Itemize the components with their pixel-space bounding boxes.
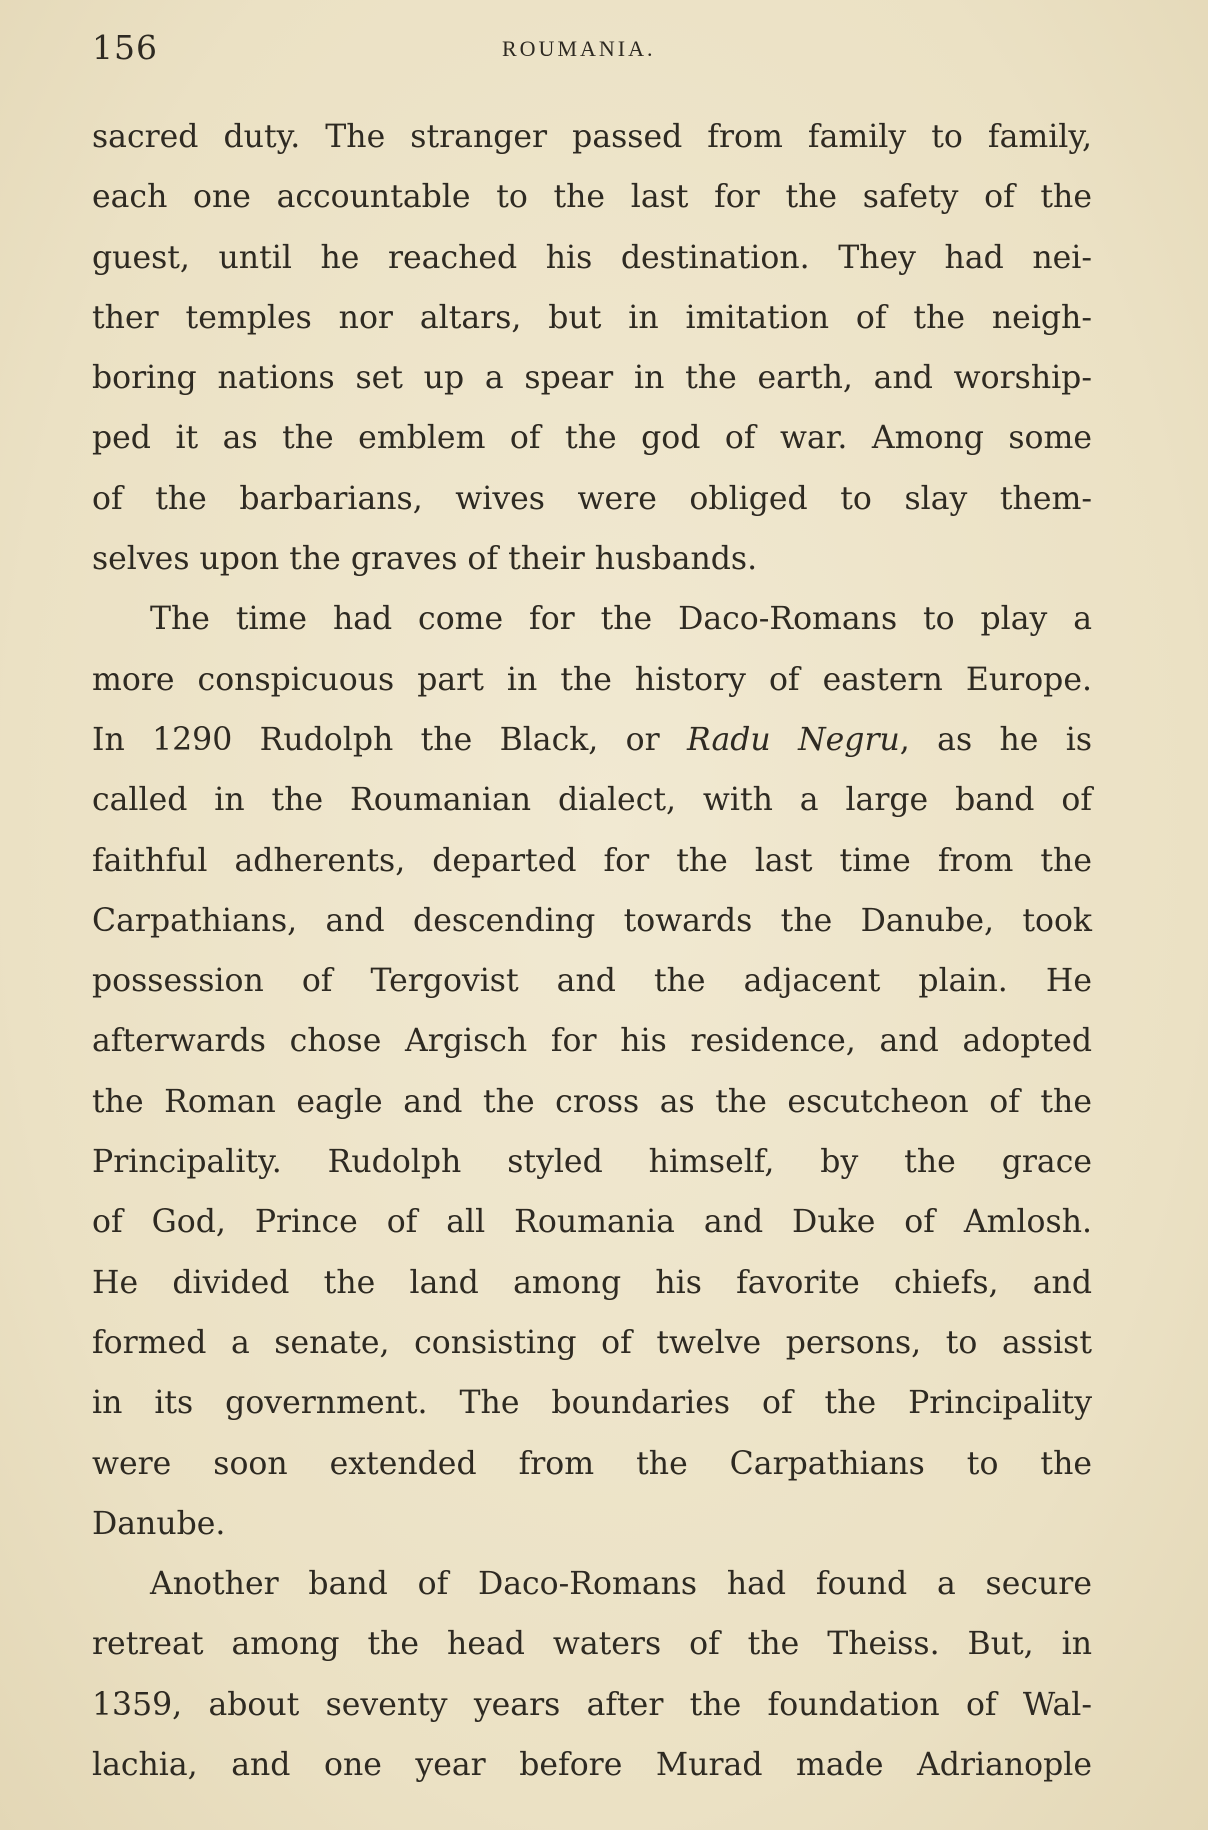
italic-name: Radu Negru: [687, 721, 900, 758]
text-line: of God, Prince of all Roumania and Duke of Amlosh.: [92, 1204, 1092, 1241]
text-line: Principality. Rudolph styled himself, by the grace: [92, 1144, 1092, 1181]
text-line: faithful adherents, departed for the last time from the: [92, 842, 1092, 879]
text-line: selves upon the graves of their husbands.: [92, 541, 758, 578]
paragraph-1: [92, 107, 1092, 589]
text-line: afterwards chose Argisch for his residence, and adopted: [92, 1023, 1092, 1060]
paragraph-2: [92, 589, 1092, 1554]
text-line-with-italic: [92, 710, 1092, 770]
text-line: The time had come for the Daco-Romans to play a: [150, 601, 1092, 638]
text-line: boring nations set up a spear in the earth, and worship-: [92, 360, 1092, 397]
text-line: Another band of Daco-Romans had found a secure: [150, 1566, 1092, 1603]
text-line: ped it as the emblem of the god of war. Among some: [92, 420, 1092, 457]
text-line: 1359, about seventy years after the foundation of Wal-: [92, 1686, 1092, 1723]
body-text: [92, 107, 1092, 1795]
page-number: 156: [92, 28, 158, 67]
text-line: formed a senate, consisting of twelve persons, to assist: [92, 1324, 1092, 1361]
text-line: ther temples nor altars, but in imitation of the neigh-: [92, 299, 1092, 336]
running-title: ROUMANIA.: [502, 36, 656, 61]
text-line: each one accountable to the last for the safety of the: [92, 179, 1092, 216]
paragraph-3: [92, 1554, 1092, 1795]
text-line: guest, until he reached his destination. They had nei-: [92, 239, 1092, 276]
text-line: more conspicuous part in the history of eastern Europe.: [92, 661, 1092, 698]
text-line: Danube.: [92, 1505, 226, 1542]
text-line: called in the Roumanian dialect, with a large band of: [92, 782, 1092, 819]
text-line: of the barbarians, wives were obliged to slay them-: [92, 480, 1092, 517]
text-segment: , as he is: [899, 721, 1092, 758]
text-line: were soon extended from the Carpathians to the: [92, 1445, 1092, 1482]
text-line: in its government. The boundaries of the Principality: [92, 1385, 1092, 1422]
text-line: the Roman eagle and the cross as the escutcheon of the: [92, 1083, 1092, 1120]
text-line: retreat among the head waters of the Theiss. But, in: [92, 1626, 1092, 1663]
text-line: sacred duty. The stranger passed from family to family,: [92, 119, 1092, 155]
text-segment: In 1290 Rudolph the Black, or: [92, 721, 688, 758]
text-line: possession of Tergovist and the adjacent plain. He: [92, 963, 1092, 1000]
running-head: [92, 24, 1092, 74]
text-line: Carpathians, and descending towards the Danube, took: [92, 902, 1092, 939]
text-line: He divided the land among his favorite chiefs, and: [92, 1264, 1092, 1301]
text-line: lachia, and one year before Murad made Adrianople: [92, 1747, 1092, 1784]
